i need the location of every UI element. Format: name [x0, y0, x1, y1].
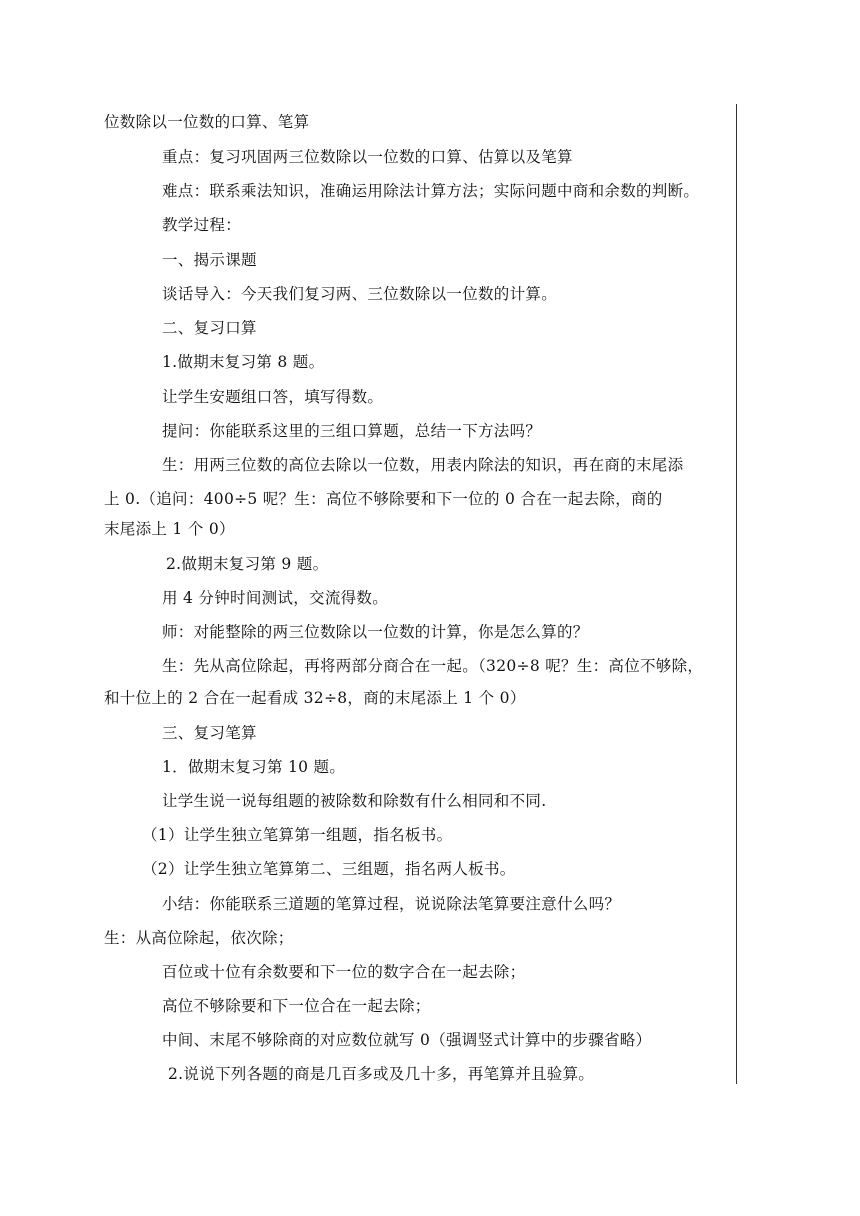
text-line-5: 一、揭示课题: [162, 251, 257, 269]
text-line-22: （1）让学生独立笔算第一组题，指名板书。: [142, 826, 453, 844]
text-line-11: 生：用两三位数的高位去除以一位数，用表内除法的知识，再在商的末尾添: [162, 456, 684, 474]
text-line-17: 生：先从高位除起，再将两部分商合在一起。（320÷8 呢？生：高位不够除，: [162, 657, 704, 675]
text-line-26: 百位或十位有余数要和下一位的数字合在一起去除；: [162, 963, 526, 981]
text-line-6: 谈话导入：今天我们复习两、三位数除以一位数的计算。: [162, 285, 558, 303]
text-line-10: 提问：你能联系这里的三组口算题，总结一下方法吗？: [162, 422, 542, 440]
text-line-9: 让学生安题组口答，填写得数。: [162, 388, 384, 406]
text-line-21: 让学生说一说每组题的被除数和除数有什么相同和不同.: [162, 792, 547, 810]
text-line-18: 和十位上的 2 合在一起看成 32÷8，商的末尾添上 1 个 0）: [104, 689, 526, 707]
text-line-19: 三、复习笔算: [162, 724, 257, 742]
text-line-1: 位数除以一位数的口算、笔算: [104, 113, 310, 131]
text-line-16: 师：对能整除的两三位数除以一位数的计算，你是怎么算的？: [162, 623, 589, 641]
text-line-8: 1.做期末复习第 8 题。: [162, 353, 325, 371]
text-line-14: 2.做期末复习第 9 题。: [166, 555, 329, 573]
text-line-25: 生：从高位除起，依次除；: [104, 929, 294, 947]
text-line-23: （2）让学生独立笔算第二、三组题，指名两人板书。: [142, 860, 516, 878]
text-line-20: 1．做期末复习第 10 题。: [162, 758, 346, 776]
text-line-3: 难点：联系乘法知识，准确运用除法计算方法；实际问题中商和余数的判断。: [162, 182, 700, 200]
text-line-27: 高位不够除要和下一位合在一起去除；: [162, 997, 431, 1015]
text-line-15: 用 4 分钟时间测试，交流得数。: [162, 589, 389, 607]
table-right-border: [736, 104, 737, 1084]
text-line-24: 小结：你能联系三道题的笔算过程，说说除法笔算要注意什么吗？: [162, 895, 621, 913]
text-line-12: 上 0.（追问：400÷5 呢？生：高位不够除要和下一位的 0 合在一起去除，商的: [104, 490, 663, 508]
text-line-2: 重点：复习巩固两三位数除以一位数的口算、估算以及笔算: [162, 148, 573, 166]
text-line-28: 中间、末尾不够除商的对应数位就写 0（强调竖式计算中的步骤省略）: [162, 1031, 652, 1049]
text-line-13: 末尾添上 1 个 0）: [104, 520, 235, 538]
text-line-29: 2.说说下列各题的商是几百多或及几十多，再笔算并且验算。: [168, 1065, 595, 1083]
text-line-4: 教学过程：: [162, 216, 242, 234]
text-line-7: 二、复习口算: [162, 319, 257, 337]
